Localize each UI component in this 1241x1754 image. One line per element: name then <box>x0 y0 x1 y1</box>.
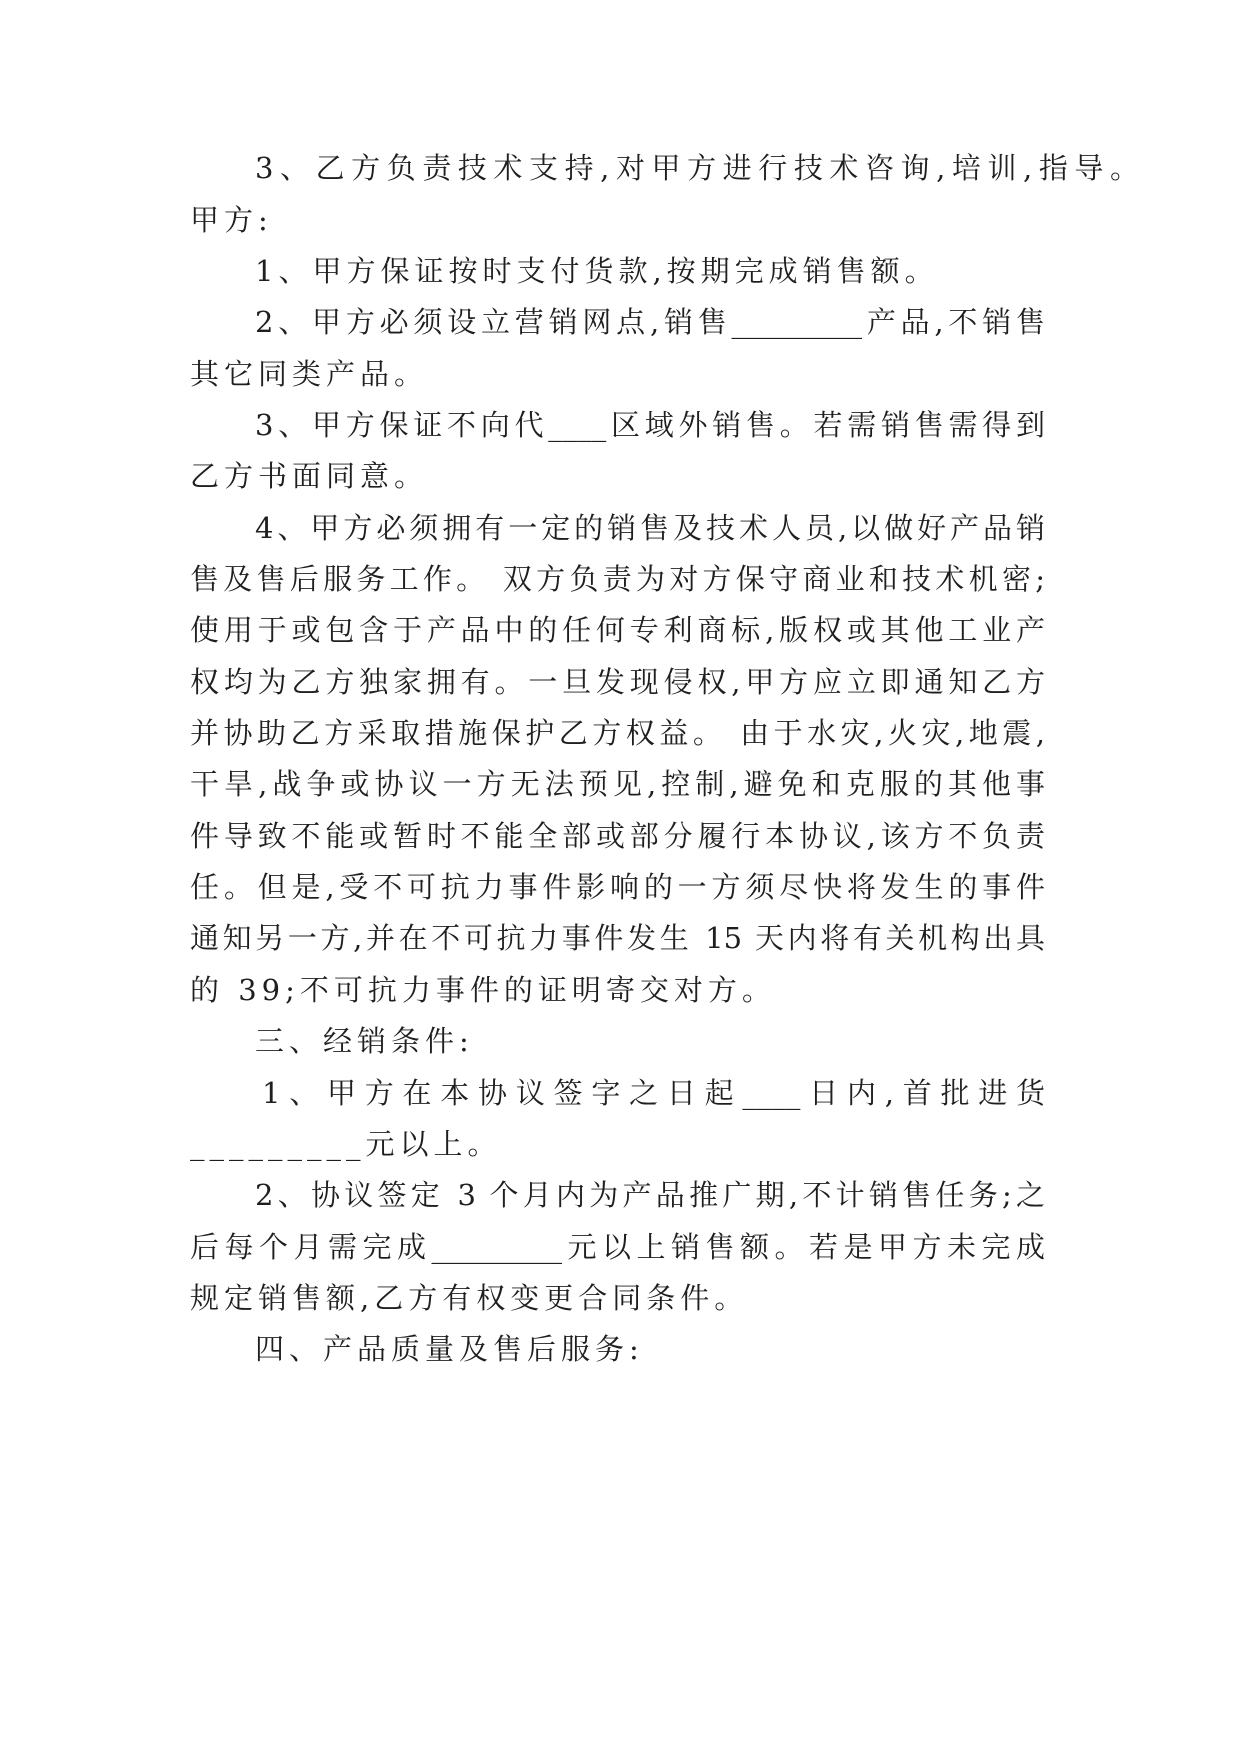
paragraph-line: 权均为乙方独家拥有。一旦发现侵权,甲方应立即通知乙方 <box>190 665 1045 699</box>
paragraph-line: 3、乙方负责技术支持,对甲方进行技术咨询,培训,指导。 <box>255 151 1139 185</box>
paragraph-line: 4、甲方必须拥有一定的销售及技术人员,以做好产品销 <box>255 511 1045 545</box>
paragraph-line: 任。但是,受不可抗力事件影响的一方须尽快将发生的事件 <box>190 870 1045 904</box>
paragraph-line: 使用于或包含于产品中的任何专利商标,版权或其他工业产 <box>190 613 1045 647</box>
paragraph-line: 的 39;不可抗力事件的证明寄交对方。 <box>190 973 776 1007</box>
paragraph-line: 其它同类产品。 <box>190 357 429 391</box>
section-heading: 四、产品质量及售后服务: <box>255 1332 644 1366</box>
paragraph-line: 通知另一方,并在不可抗力事件发生 15 天内将有关机构出具 <box>190 921 1045 955</box>
paragraph-line: 1、甲方保证按时支付货款,按期完成销售额。 <box>255 254 939 288</box>
paragraph-line: 2、协议签定 3 个月内为产品推广期,不计销售任务;之 <box>255 1178 1045 1212</box>
paragraph-line: 2、甲方必须设立营销网点,销售_________产品,不销售 <box>255 305 1045 339</box>
paragraph-line: 售及售后服务工作。 双方负责为对方保守商业和技术机密; <box>190 562 1045 596</box>
paragraph-line: 甲方: <box>190 203 273 237</box>
paragraph-line: 乙方书面同意。 <box>190 459 429 493</box>
section-heading: 三、经销条件: <box>255 1024 474 1058</box>
paragraph-line: 并协助乙方采取措施保护乙方权益。 由于水灾,火灾,地震, <box>190 716 1045 750</box>
paragraph-line: 规定销售额,乙方有权变更合同条件。 <box>190 1281 749 1315</box>
paragraph-line: 3、甲方保证不向代____区域外销售。若需销售需得到 <box>255 408 1045 442</box>
paragraph-line: 1、甲方在本协议签字之日起____日内,首批进货 <box>262 1076 1045 1110</box>
paragraph-line: 后每个月需完成_________元以上销售额。若是甲方未完成 <box>190 1230 1045 1264</box>
paragraph-line: 件导致不能或暂时不能全部或部分履行本协议,该方不负责 <box>190 819 1045 853</box>
paragraph-line: _________元以上。 <box>190 1127 502 1161</box>
paragraph-line: 干旱,战争或协议一方无法预见,控制,避免和克服的其他事 <box>190 767 1045 801</box>
